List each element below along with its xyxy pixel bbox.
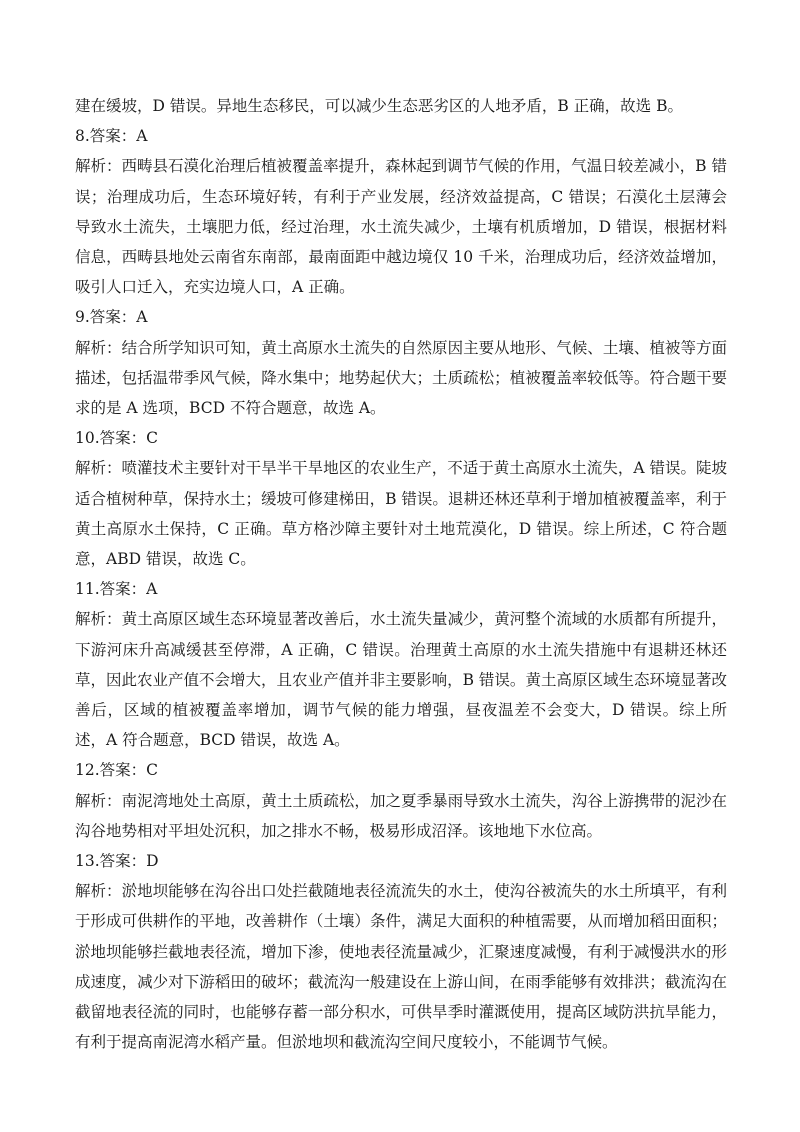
answer-8: 8.答案：A <box>75 127 148 146</box>
analysis-11: 解析：黄土高原区域生态环境显著改善后，水土流失量减少，黄河整个流域的水质都有所提升，下游河床升高减缓甚至停滞，A 正确，C 错误。治理黄土高原的水土流失措施中有退耕还林还草，因此农业产值不会增大，且农业产值并非主要影响，B 错误。黄土高原区域生态环境显著改善后，区域的植被覆盖率增加，调节气候的能力增强，昼夜温差不会变大，D 错误。综上所述，A 符合题意，BCD 错误，故选 A。 <box>75 610 727 750</box>
analysis-8: 解析：西畴县石漠化治理后植被覆盖率提升，森林起到调节气候的作用，气温日较差减小，B 错误；治理成功后，生态环境好转，有利于产业发展，经济效益提高，C 错误；石漠化土层薄会导致水土流失，土壤肥力低，经过治理，水土流失减少，土壤有机质增加，D 错误，根据材料信息，西畴县地处云南省东南部，最南面距中越边境仅 10 千米，治理成功后，经济效益增加，吸引人口迁入，充实边境人口，A 正确。 <box>75 157 727 297</box>
analysis-12: 解析：南泥湾地处土高原，黄土土质疏松，加之夏季暴雨导致水土流失，沟谷上游携带的泥沙在沟谷地势相对平坦处沉积，加之排水不畅，极易形成沼泽。该地地下水位高。 <box>75 791 727 840</box>
intro-paragraph: 建在缓坡，D 错误。异地生态移民，可以减少生态恶劣区的人地矛盾，B 正确，故选 B。 <box>75 97 683 115</box>
answer-11: 11.答案：A <box>75 580 158 599</box>
analysis-13: 解析：淤地坝能够在沟谷出口处拦截随地表径流流失的水土，使沟谷被流失的水土所填平，有利于形成可供耕作的平地，改善耕作（土壤）条件，满足大面积的种植需要，从而增加稻田面积；淤地坝能够拦截地表径流，增加下渗，使地表径流量减少，汇聚速度减慢，有利于减慢洪水的形成速度，减少对下游稻田的破坏；截流沟一般建设在上游山间，在雨季能够有效排洪；截流沟在截留地表径流的同时，也能够存蓄一部分积水，可供旱季时灌溉使用，提高区域防洪抗旱能力，有利于提高南泥湾水稻产量。但淤地坝和截流沟空间尺度较小，不能调节气候。 <box>75 882 727 1052</box>
analysis-10: 解析：喷灌技术主要针对干旱半干旱地区的农业生产，不适于黄土高原水土流失，A 错误。陡坡适合植树种草，保持水土；缓坡可修建梯田，B 错误。退耕还林还草利于增加植被覆盖率，利于黄土高原水土保持，C 正确。草方格沙障主要针对土地荒漠化，D 错误。综上所述，C 符合题意，ABD 错误，故选 C。 <box>75 459 727 569</box>
answer-9: 9.答案：A <box>75 308 148 327</box>
document-page <box>75 91 727 1058</box>
answer-12: 12.答案：C <box>75 761 159 780</box>
answer-10: 10.答案：C <box>75 429 159 448</box>
analysis-9: 解析：结合所学知识可知，黄土高原水土流失的自然原因主要从地形、气候、土壤、植被等方面描述，包括温带季风气候，降水集中；地势起伏大；土质疏松；植被覆盖率较低等。符合题干要求的是 A 选项，BCD 不符合题意，故选 A。 <box>75 338 727 418</box>
answer-13: 13.答案：D <box>75 852 159 871</box>
